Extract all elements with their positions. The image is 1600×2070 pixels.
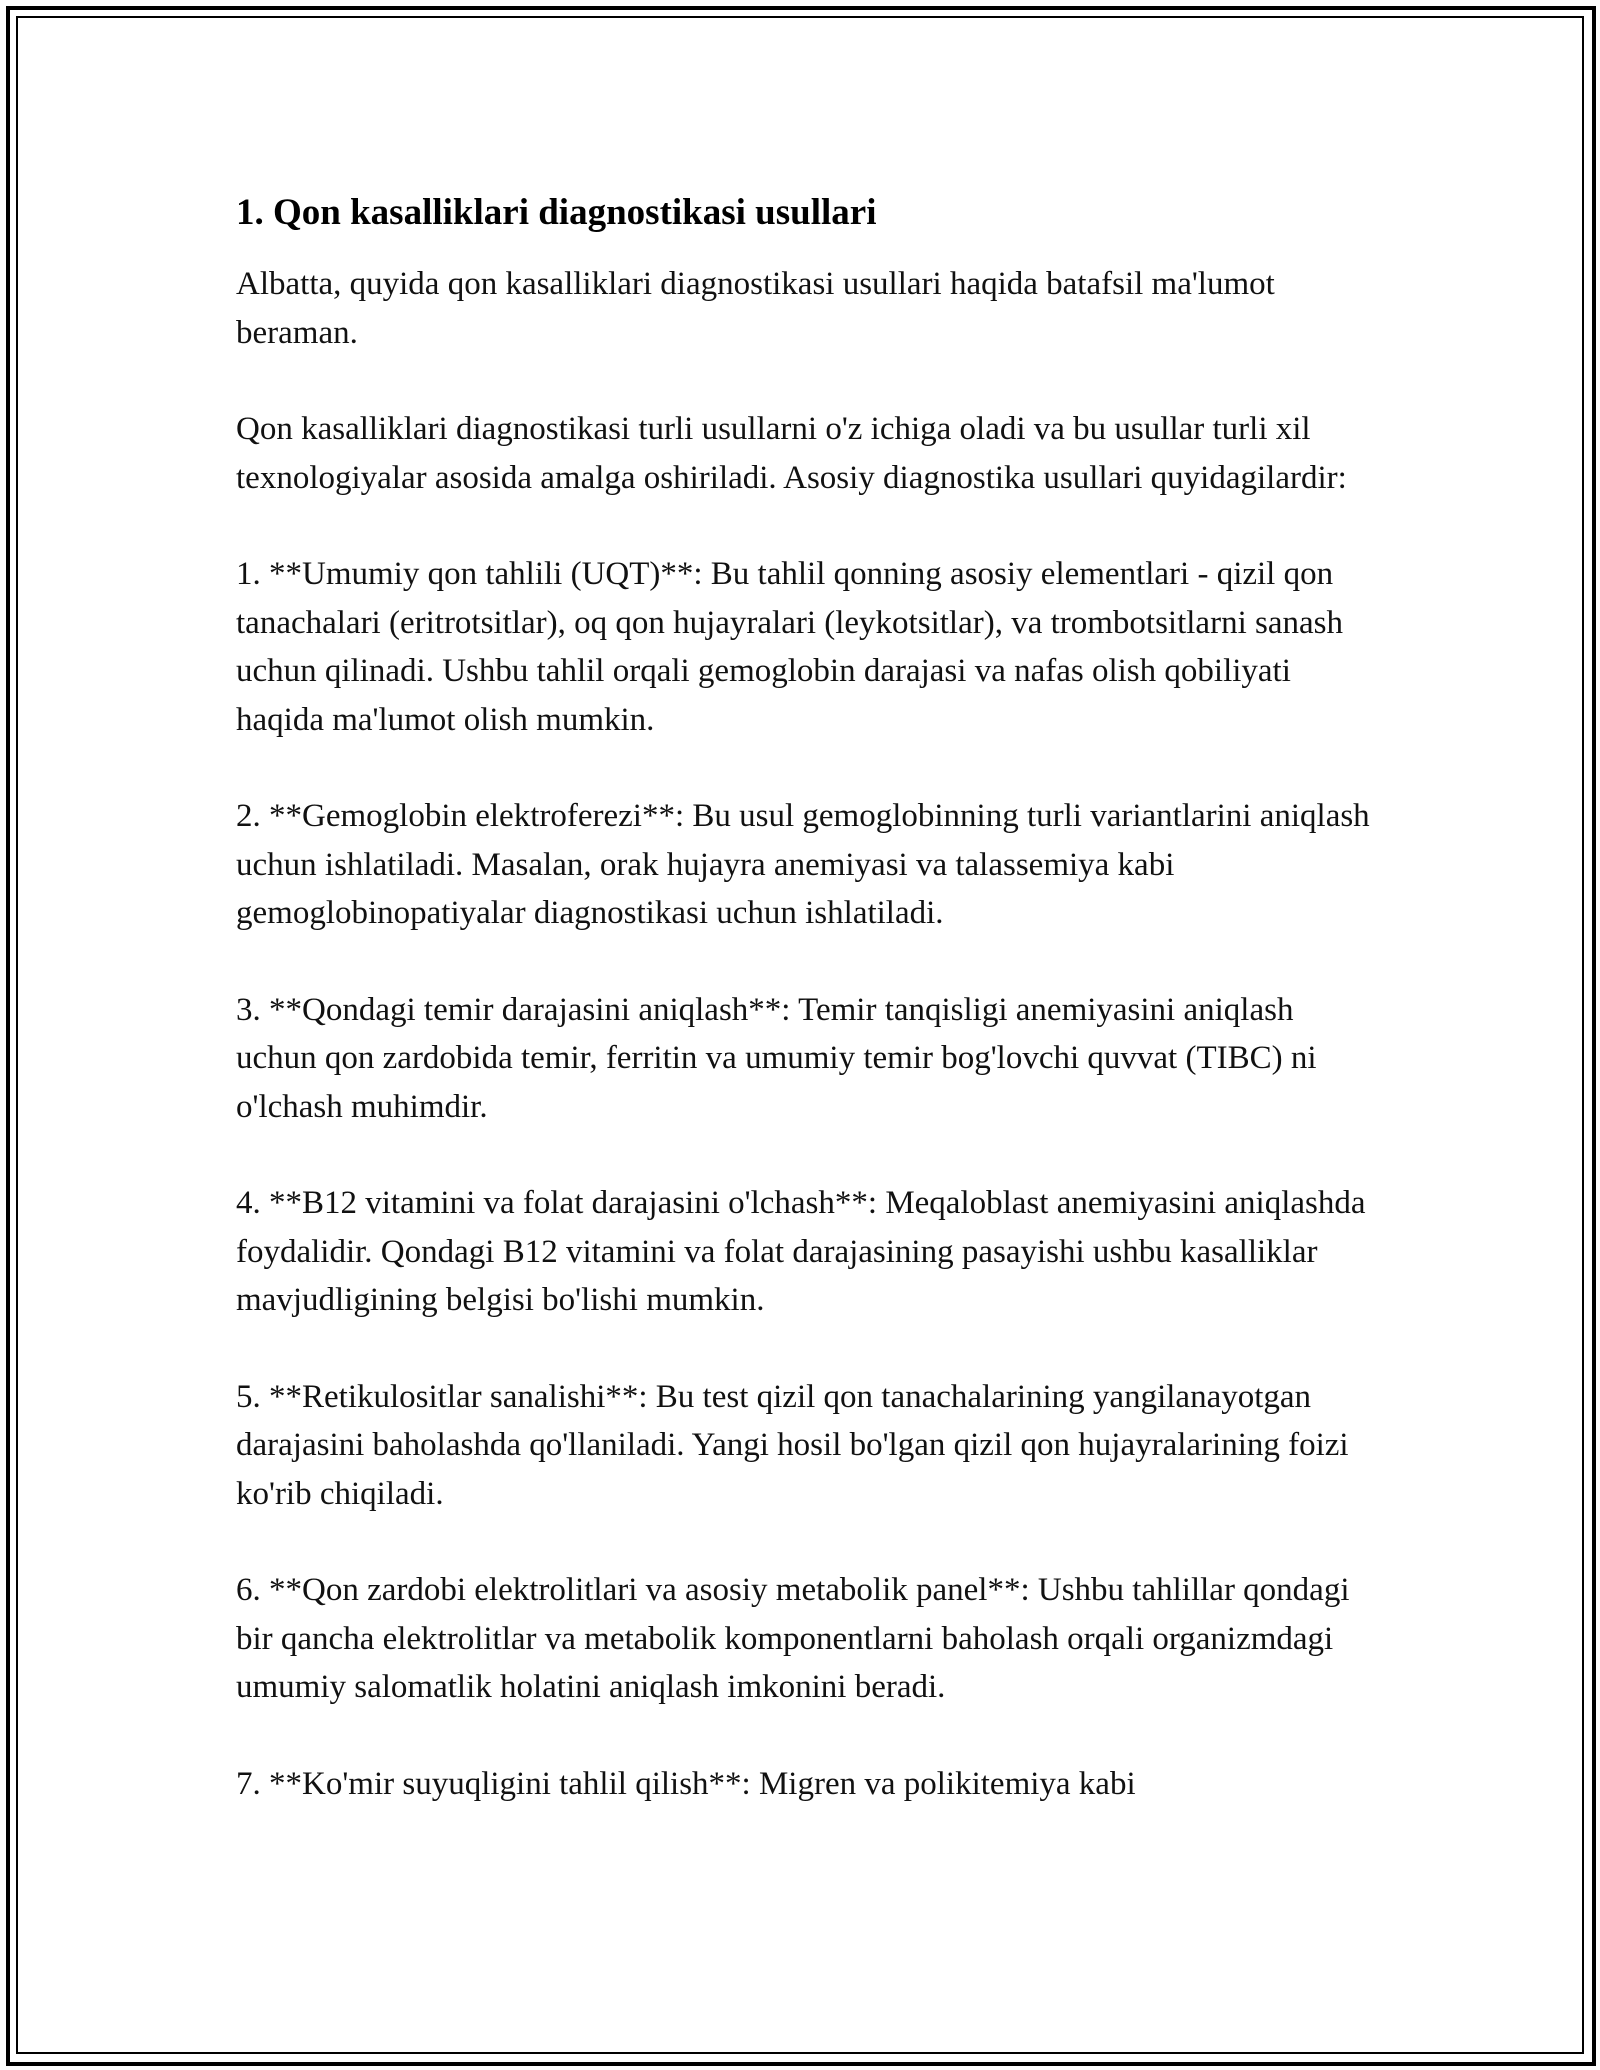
list-item: 4. **B12 vitamini va folat darajasini o'lchash**: Meqaloblast anemiyasini aniqlashda foydalidir. Qondagi B12 vitamini va folat darajasining pasayishi ushbu kasalliklar mavjudligining belgisi bo'lishi mumkin. bbox=[236, 1185, 1366, 1318]
list-item: 1. **Umumiy qon tahlili (UQT)**: Bu tahlil qonning asosiy elementlari - qizil qon tanachalari (eritrotsitlar), oq qon hujayralari (leykotsitlar), va trombotsitlarni sanash uchun qilinadi. Ushbu tahlil orqali gemoglobin darajasi va nafas olish qobiliyati haqida ma'lumot olish mumkin. bbox=[236, 556, 1343, 738]
document-title: 1. Qon kasalliklari diagnostikasi usullari bbox=[236, 192, 877, 233]
list-item: 5. **Retikulositlar sanalishi**: Bu test qizil qon tanachalarining yangilanayotgan darajasini baholashda qo'llaniladi. Yangi hosil bo'lgan qizil qon hujayralarining foizi ko'rib chiqiladi. bbox=[236, 1378, 1349, 1512]
list-item: 7. **Ko'mir suyuqligini tahlil qilish**: Migren va polikitemiya kabi bbox=[236, 1765, 1136, 1802]
intro-paragraph: Albatta, quyida qon kasalliklari diagnostikasi usullari haqida batafsil ma'lumot beraman. bbox=[236, 266, 1275, 351]
overview-paragraph: Qon kasalliklari diagnostikasi turli usullarni o'z ichiga oladi va bu usullar turli xil texnologiyalar asosida amalga oshiriladi. Asosiy diagnostika usullari quyidagilardir: bbox=[236, 411, 1347, 496]
list-item: 2. **Gemoglobin elektroferezi**: Bu usul gemoglobinning turli variantlarini aniqlash uchun ishlatiladi. Masalan, orak hujayra anemiyasi va talassemiya kabi gemoglobinopatiyalar diagnostikasi uchun ishlatiladi. bbox=[236, 798, 1370, 931]
document-body bbox=[236, 188, 1376, 1856]
list-item: 3. **Qondagi temir darajasini aniqlash**: Temir tanqisligi anemiyasini aniqlash uchun qon zardobida temir, ferritin va umumiy temir bog'lovchi quvvat (TIBC) ni o'lchash muhimdir. bbox=[236, 991, 1317, 1125]
list-item: 6. **Qon zardobi elektrolitlari va asosiy metabolik panel**: Ushbu tahlillar qondagi bir qancha elektrolitlar va metabolik komponentlarni baholash orqali organizmdagi umumiy salomatlik holatini aniqlash imkonini beradi. bbox=[236, 1572, 1350, 1705]
